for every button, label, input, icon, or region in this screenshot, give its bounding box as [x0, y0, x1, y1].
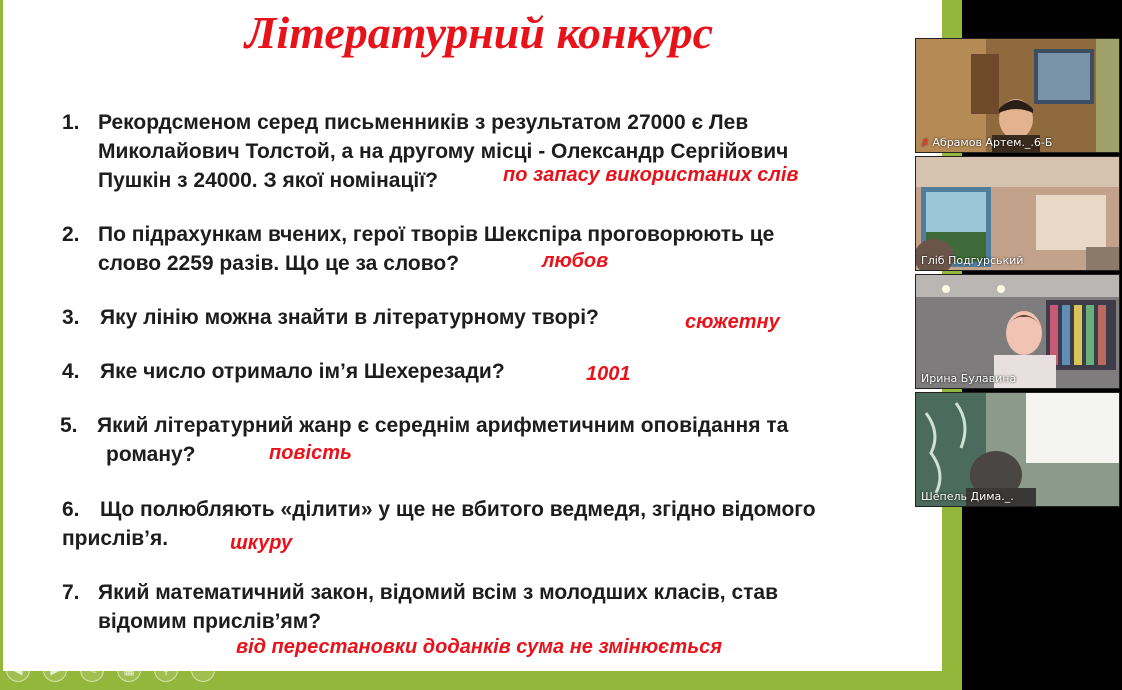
- participant-tile[interactable]: [915, 156, 1120, 271]
- answer-5: повість: [269, 442, 352, 464]
- slides-icon[interactable]: ▦: [117, 658, 141, 682]
- question-text-line: Рекордсменом серед письменників з результатом 27000 є Лев: [98, 111, 749, 134]
- mic-muted-icon: ✗: [921, 138, 930, 149]
- participant-name: Ирина Булавина: [921, 372, 1017, 385]
- question-text-line: відомим прислів’ям?: [98, 610, 322, 633]
- question-text-line: роману?: [106, 443, 196, 466]
- answer-4: 1001: [586, 363, 631, 385]
- question-number: 3.: [62, 306, 80, 329]
- question-text-line: прислів’я.: [62, 527, 169, 550]
- participants-video-panel: [912, 38, 1122, 516]
- question-text-line: Миколайович Толстой, а на другому місці - Олександр Сергійович: [98, 140, 789, 163]
- previous-icon[interactable]: ◀: [6, 658, 30, 682]
- question-text-line: Який математичний закон, відомий всім з молодших класів, став: [98, 581, 779, 604]
- participant-tile[interactable]: [915, 274, 1120, 389]
- question-number: 2.: [62, 223, 80, 246]
- participant-tile[interactable]: [915, 392, 1120, 507]
- question-number: 4.: [62, 360, 80, 383]
- question-number: 6.: [62, 498, 80, 521]
- question-text-line: Яке число отримало ім’я Шехерезади?: [100, 360, 505, 383]
- answer-1: по запасу використаних слів: [503, 164, 799, 186]
- pen-icon[interactable]: ✎: [80, 658, 104, 682]
- answer-2: любов: [542, 250, 609, 272]
- participant-tile[interactable]: [915, 38, 1120, 153]
- answer-7: від перестановки доданків сума не змінюється: [236, 636, 722, 658]
- question-number: 5.: [60, 414, 78, 437]
- answer-6: шкуру: [230, 532, 293, 554]
- question-text-line: Що полюбляють «ділити» у ще не вбитого ведмедя, згідно відомого: [100, 498, 816, 521]
- question-text-line: слово 2259 разів. Що це за слово?: [98, 252, 460, 275]
- question-text-line: Яку лінію можна знайти в літературному творі?: [100, 306, 599, 329]
- question-text-line: Який літературний жанр є середнім арифметичним оповідання та: [97, 414, 789, 437]
- slide-title: Літературний конкурс: [244, 7, 714, 58]
- question-text-line: Пушкін з 24000. З якої номінації?: [98, 169, 438, 192]
- question-number: 1.: [62, 111, 80, 134]
- participant-name: ✗ Абрамов Артем._.6-Б: [921, 136, 1053, 149]
- zoom-icon[interactable]: ⚲: [154, 658, 178, 682]
- question-number: 7.: [62, 581, 80, 604]
- participant-name: Гліб Подгурський: [921, 254, 1024, 267]
- question-text-line: По підрахункам вчених, герої творів Шекспіра проговорюють це: [98, 223, 775, 246]
- presentation-slide: [3, 0, 942, 671]
- more-icon[interactable]: ⋯: [191, 658, 215, 682]
- answer-3: сюжетну: [685, 311, 780, 333]
- participant-name: Шепель Дима._.: [921, 490, 1014, 503]
- next-icon[interactable]: ▶: [43, 658, 67, 682]
